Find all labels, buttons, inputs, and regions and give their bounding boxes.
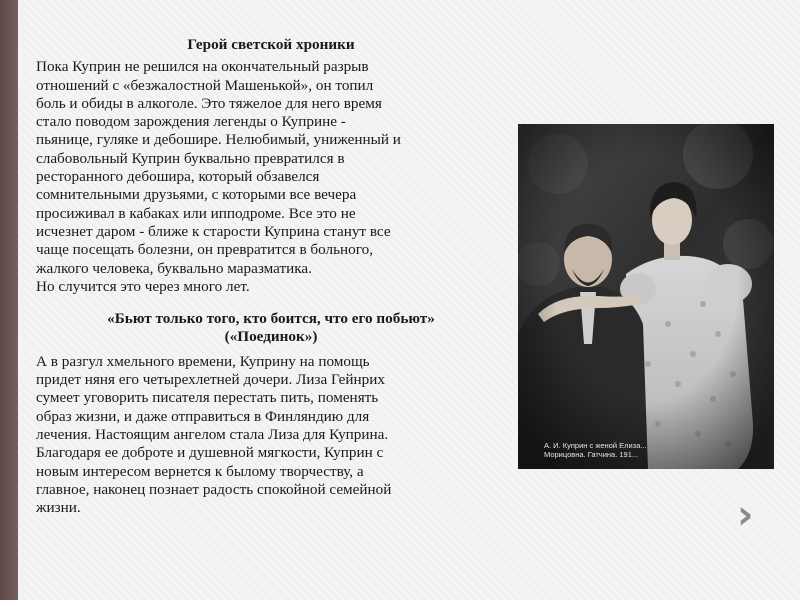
next-slide-chevron-icon[interactable]: › bbox=[737, 492, 754, 538]
paragraph-1-line: Пока Куприн не решился на окончательный разрыв bbox=[36, 58, 369, 76]
photo-illustration bbox=[518, 124, 774, 469]
kuprin-couple-photo bbox=[518, 124, 774, 469]
paragraph-1-line: пьянице, гуляке и дебошире. Нелюбимый, униженный и bbox=[36, 131, 401, 149]
photo-caption bbox=[544, 441, 770, 459]
paragraph-1-line: стало поводом зарождения легенды о Куприне - bbox=[36, 113, 346, 131]
photo-caption-line: А. И. Куприн с женой Елиза... bbox=[544, 441, 647, 450]
paragraph-2-line: лечения. Настоящим ангелом стала Лиза для Куприна. bbox=[36, 425, 389, 443]
paragraph-2 bbox=[36, 353, 506, 518]
paragraph-1-line: просиживал в кабаках или ипподроме. Все это не bbox=[36, 204, 356, 222]
paragraph-1-line: жалкого человека, буквально маразматика. bbox=[36, 259, 312, 277]
paragraph-1-line: слабовольный Куприн буквально превратился в bbox=[36, 149, 345, 167]
quote-block bbox=[36, 310, 506, 347]
paragraph-2-line: новым интересом вернется к былому творчеству, а bbox=[36, 462, 364, 480]
paragraph-1-line: Но случится это через много лет. bbox=[36, 277, 250, 295]
slide-text-block bbox=[36, 36, 506, 517]
paragraph-1-line: боль и обиды в алкоголе. Это тяжелое для него время bbox=[36, 94, 382, 112]
slide-heading: Герой светской хроники bbox=[187, 36, 355, 53]
paragraph-1-line: отношений с «безжалостной Машенькой», он топил bbox=[36, 76, 374, 94]
paragraph-2-line: сумеет уговорить писателя перестать пить, поменять bbox=[36, 389, 379, 407]
paragraph-2-line: А в разгул хмельного времени, Куприну на помощь bbox=[36, 352, 370, 370]
paragraph-1-line: сомнительными друзьями, с которыми все вечера bbox=[36, 186, 357, 204]
paragraph-1-line: ресторанного дебошира, который обзавелся bbox=[36, 168, 320, 186]
paragraph-2-line: образ жизни, и даже отправиться в Финляндию для bbox=[36, 407, 370, 425]
photo-caption-line: Морицовна. Гатчина. 191... bbox=[544, 450, 639, 459]
paragraph-2-line: придет няня его четырехлетней дочери. Лиза Гейнрих bbox=[36, 371, 385, 389]
paragraph-2-line: главное, наконец познает радость спокойной семейной bbox=[36, 480, 392, 498]
paragraph-1-line: исчезнет даром - ближе к старости Куприна станут все bbox=[36, 222, 391, 240]
quote-source: («Поединок») bbox=[224, 328, 318, 346]
paragraph-1 bbox=[36, 58, 506, 296]
paragraph-1-line: чаще посещать болезни, он превратится в больного, bbox=[36, 241, 374, 259]
paragraph-2-line: жизни. bbox=[36, 499, 81, 517]
paragraph-2-line: Благодаря ее доброте и душевной мягкости, Куприн с bbox=[36, 444, 384, 462]
quote-text: «Бьют только того, кто боится, что его побьют» bbox=[107, 310, 435, 328]
left-accent-bar bbox=[0, 0, 18, 600]
